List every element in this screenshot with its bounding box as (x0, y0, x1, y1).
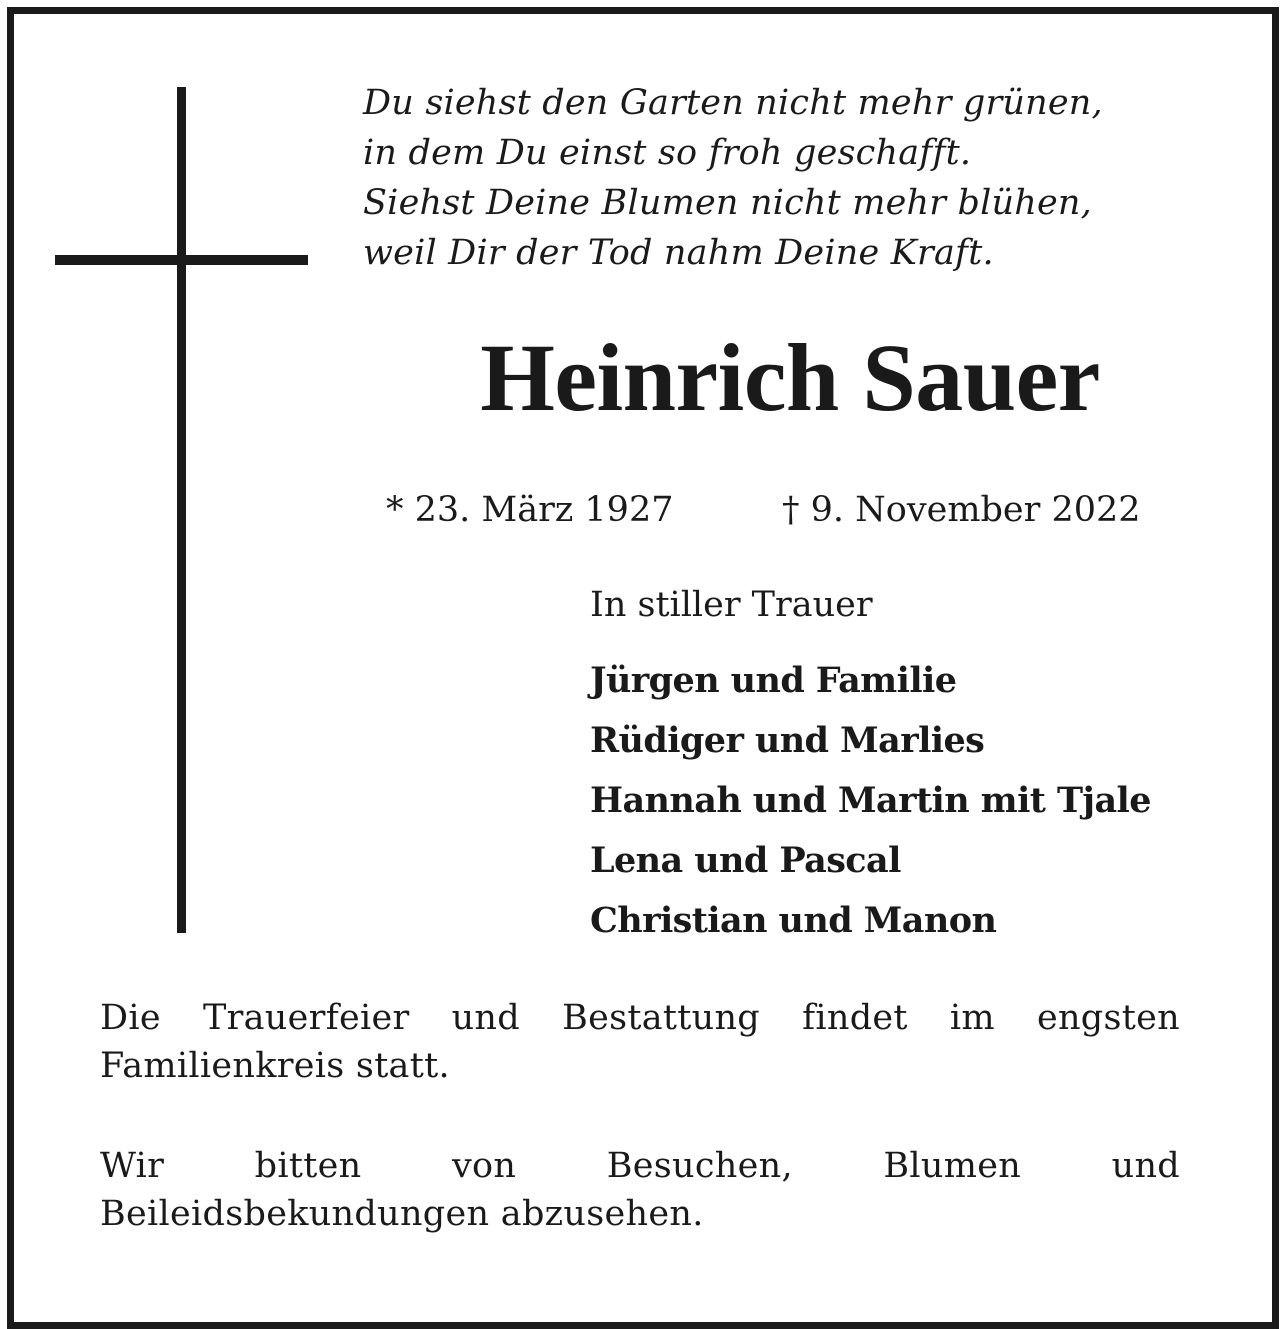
cross-icon (177, 87, 186, 933)
funeral-notice: Die Trauerfeier und Bestattung findet im engsten Familienkreis statt. (100, 998, 1180, 1086)
mourner-entry: Lena und Pascal (590, 840, 901, 881)
poem-line: in dem Du einst so froh geschafft. (363, 133, 972, 173)
birth-date: * 23. März 1927 (386, 490, 674, 530)
mourner-entry: Christian und Manon (590, 900, 997, 941)
memorial-poem (363, 78, 1203, 278)
poem-line: weil Dir der Tod nahm Deine Kraft. (363, 233, 994, 273)
condolence-request: Wir bitten von Besuchen, Blumen und Beileidsbekundungen abzusehen. (100, 1146, 1180, 1234)
deceased-name: Heinrich Sauer (480, 324, 1100, 431)
mourners-list (590, 651, 1151, 951)
cross-icon-crossbar (55, 255, 308, 265)
poem-line: Du siehst den Garten nicht mehr grünen, (363, 83, 1103, 123)
mourner-entry: Jürgen und Familie (590, 660, 957, 701)
mourning-intro: In stiller Trauer (590, 585, 873, 625)
poem-line: Siehst Deine Blumen nicht mehr blühen, (363, 183, 1092, 223)
mourner-entry: Hannah und Martin mit Tjale (590, 780, 1151, 821)
mourner-entry: Rüdiger und Marlies (590, 720, 985, 761)
death-date: † 9. November 2022 (782, 490, 1141, 530)
